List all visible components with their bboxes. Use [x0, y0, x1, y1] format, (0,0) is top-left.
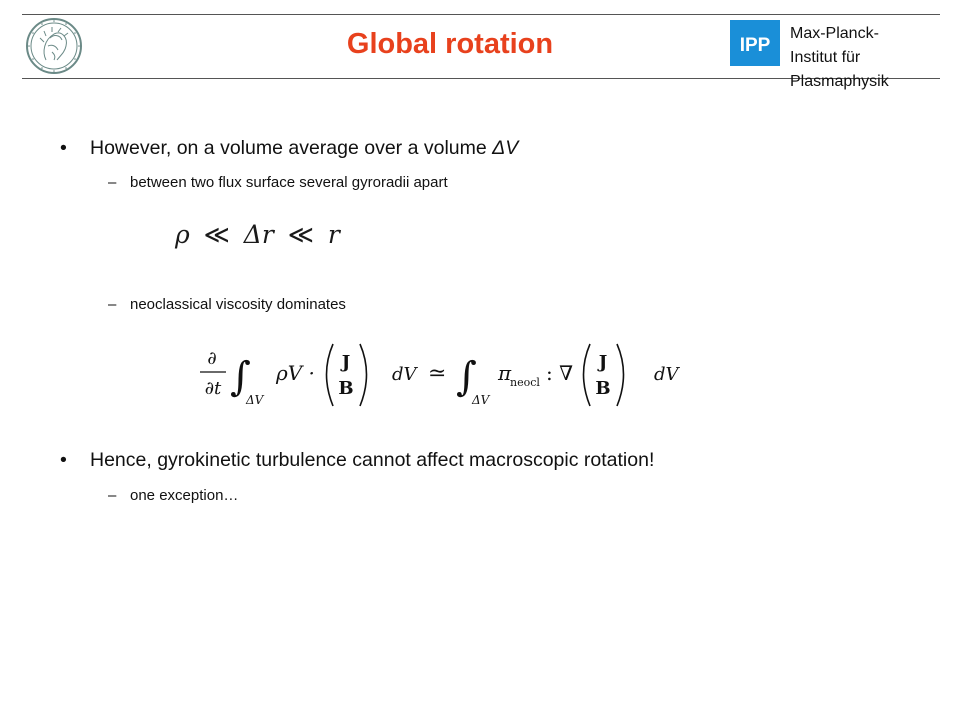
bullet-text: Hence, gyrokinetic turbulence cannot affect macroscopic rotation!: [90, 449, 655, 471]
delta-v-symbol: ΔV: [492, 137, 519, 159]
dash-marker: –: [108, 296, 117, 313]
bullet-marker: •: [60, 449, 67, 471]
sub-bullet-text: one exception…: [130, 487, 239, 504]
bullet-volume-average: [60, 137, 518, 160]
eq-simeq: ≃: [428, 361, 447, 386]
eq-delta-r: Δr: [243, 220, 274, 249]
sub-bullet-viscosity: [108, 296, 346, 313]
eq-J-2: J: [598, 352, 608, 373]
dash-marker: –: [108, 487, 117, 504]
eq-much-less-1: ≪: [203, 220, 230, 249]
equation-scale-ordering: [175, 220, 340, 249]
eq-J-1: J: [341, 352, 351, 373]
institute-line-1: Max-Planck-: [790, 25, 879, 42]
sub-bullet-text: neoclassical viscosity dominates: [130, 296, 346, 313]
header-top-rule: [22, 14, 940, 15]
slide-title: Global rotation: [346, 28, 554, 60]
sub-bullet-exception: [108, 487, 238, 504]
institute-line-3: Plasmaphysik: [790, 73, 889, 90]
eq-integral-1-sub: ΔV: [246, 393, 264, 407]
eq-integral-2-sub: ΔV: [472, 393, 490, 407]
eq-integral-1: ∫: [230, 354, 251, 400]
institute-line-2: Institut für: [790, 49, 861, 66]
eq-rho: ρ: [175, 220, 190, 249]
eq-partial-t: ∂t: [204, 378, 222, 399]
eq-dV-1: dV: [392, 364, 417, 385]
ipp-logo: [730, 20, 780, 66]
eq-r: r: [327, 220, 340, 249]
eq-B-2: B: [595, 378, 611, 399]
eq-B-1: B: [338, 378, 354, 399]
ipp-logo-text: IPP: [739, 35, 771, 56]
eq-integral-2: ∫: [456, 354, 477, 400]
bullet-gyrokinetic: [60, 449, 654, 472]
eq-colon-nabla: : ∇: [546, 361, 574, 385]
dash-marker: –: [108, 174, 117, 191]
bullet-text: However, on a volume average over a volume: [90, 137, 493, 159]
institute-name: [790, 22, 940, 94]
eq-much-less-2: ≪: [287, 220, 314, 249]
bullet-marker: •: [60, 137, 67, 159]
eq-partial: ∂: [207, 348, 217, 369]
eq-rho-v: ρV ·: [276, 361, 315, 385]
equation-viscosity-balance: [200, 336, 700, 416]
eq-pi-sub: neocl: [510, 376, 540, 389]
sub-bullet-text: between two flux surface several gyroradii apart: [130, 174, 448, 191]
eq-pi: π: [498, 361, 512, 385]
sub-bullet-flux-surface: [108, 174, 448, 191]
eq-dV-2: dV: [654, 364, 679, 385]
